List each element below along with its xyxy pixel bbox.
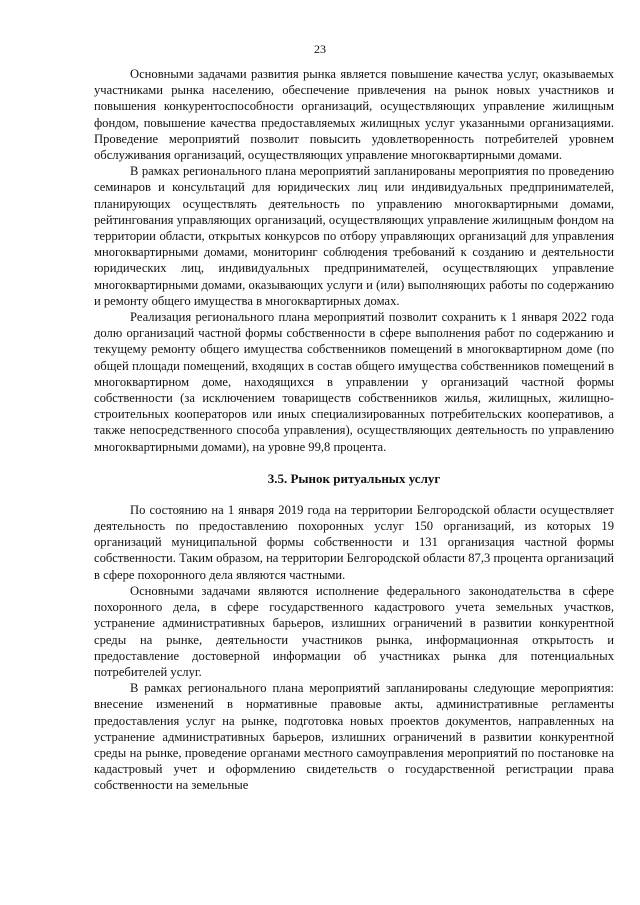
paragraph-ritual-status: По состоянию на 1 января 2019 года на территории Белгородской области осуществляет деятельность по предоставлению похоронных услуг 150 организаций, из которых 19 организаций муниципальной формы собственности и 131 организация частной формы собственности. Таким образом, на территории Белгородской области 87,3 процента организаций в сфере похоронного дела являются частными. xyxy=(94,502,614,582)
paragraph-ritual-measures: В рамках регионального плана мероприятий запланированы следующие мероприятия: внесение изменений в нормативные правовые акты, административные регламенты предоставления услуг на рынке, подготовка новых проектов документов, направленных на устранение административных барьеров, излишних ограничений в развитии конкурентной среды на рынке, проведение органами местного самоуправления мероприятий по постановке на кадастровый учет и оформлению свидетельств о государственной регистрации права собственности на земельные xyxy=(94,681,614,793)
section-heading-ritual-services: 3.5. Рынок ритуальных услуг xyxy=(267,470,441,486)
page-number: 23 xyxy=(314,42,326,56)
paragraph-market-objectives: Основными задачами развития рынка является повышение качества услуг, оказываемых участниками рынка населению, обеспечение привлечения на рынок новых участников и повышения конкурентоспособности организаций, осуществляющих управление жилищным фондом, повышение качества предоставляемых жилищных услуг указанными организациями. Проведение мероприятий позволит повысить удовлетворенность потребителей уровнем обслуживания организаций, осуществляющих управление многоквартирными домами. xyxy=(94,67,614,163)
paragraph-plan-outcome: Реализация регионального плана мероприятий позволит сохранить к 1 января 2022 года долю организаций частной формы собственности в сфере выполнения работ по содержанию и текущему ремонту общего имущества собственников помещений в многоквартирном доме (по общей площади помещений, входящих в состав общего имущества собственников помещений в многоквартирном доме, находящихся в управлении у организаций частной формы собственности (за исключением товариществ собственников жилья, жилищных, жилищно-строительных кооператоров или иных специализированных потребительских кооперативов, а также непосредственного способа управления), осуществляющих деятельность по управлению многоквартирными домами), на уровне 99,8 процента. xyxy=(94,310,614,454)
paragraph-regional-plan-measures: В рамках регионального плана мероприятий запланированы мероприятия по проведению семинаров и консультаций для юридических лиц или индивидуальных предпринимателей, планирующих осуществлять деятельность по управлению многоквартирными домами, рейтингования управляющих организаций, осуществляющих управление жилищным фондом на территории области, открытых конкурсов по отбору управляющих организаций для управления многоквартирными домами, мониторинг соблюдения требований к созданию и деятельности юридических лиц, индивидуальных предпринимателей, осуществляющих управление многоквартирными домами, оказывающих услуги и (или) выполняющих работы по содержанию и ремонту общего имущества в многоквартирных домах. xyxy=(94,164,614,308)
paragraph-ritual-objectives: Основными задачами являются исполнение федерального законодательства в сфере похоронного дела, в сфере государственного кадастрового учета земельных участков, устранение административных барьеров, излишних ограничений в развитии конкурентной среды на рынке, деятельности участников рынка, информационная открытость и предоставление достоверной информации об участниках рынка для потенциальных потребителей услуг. xyxy=(94,583,614,679)
page-content xyxy=(94,66,614,794)
